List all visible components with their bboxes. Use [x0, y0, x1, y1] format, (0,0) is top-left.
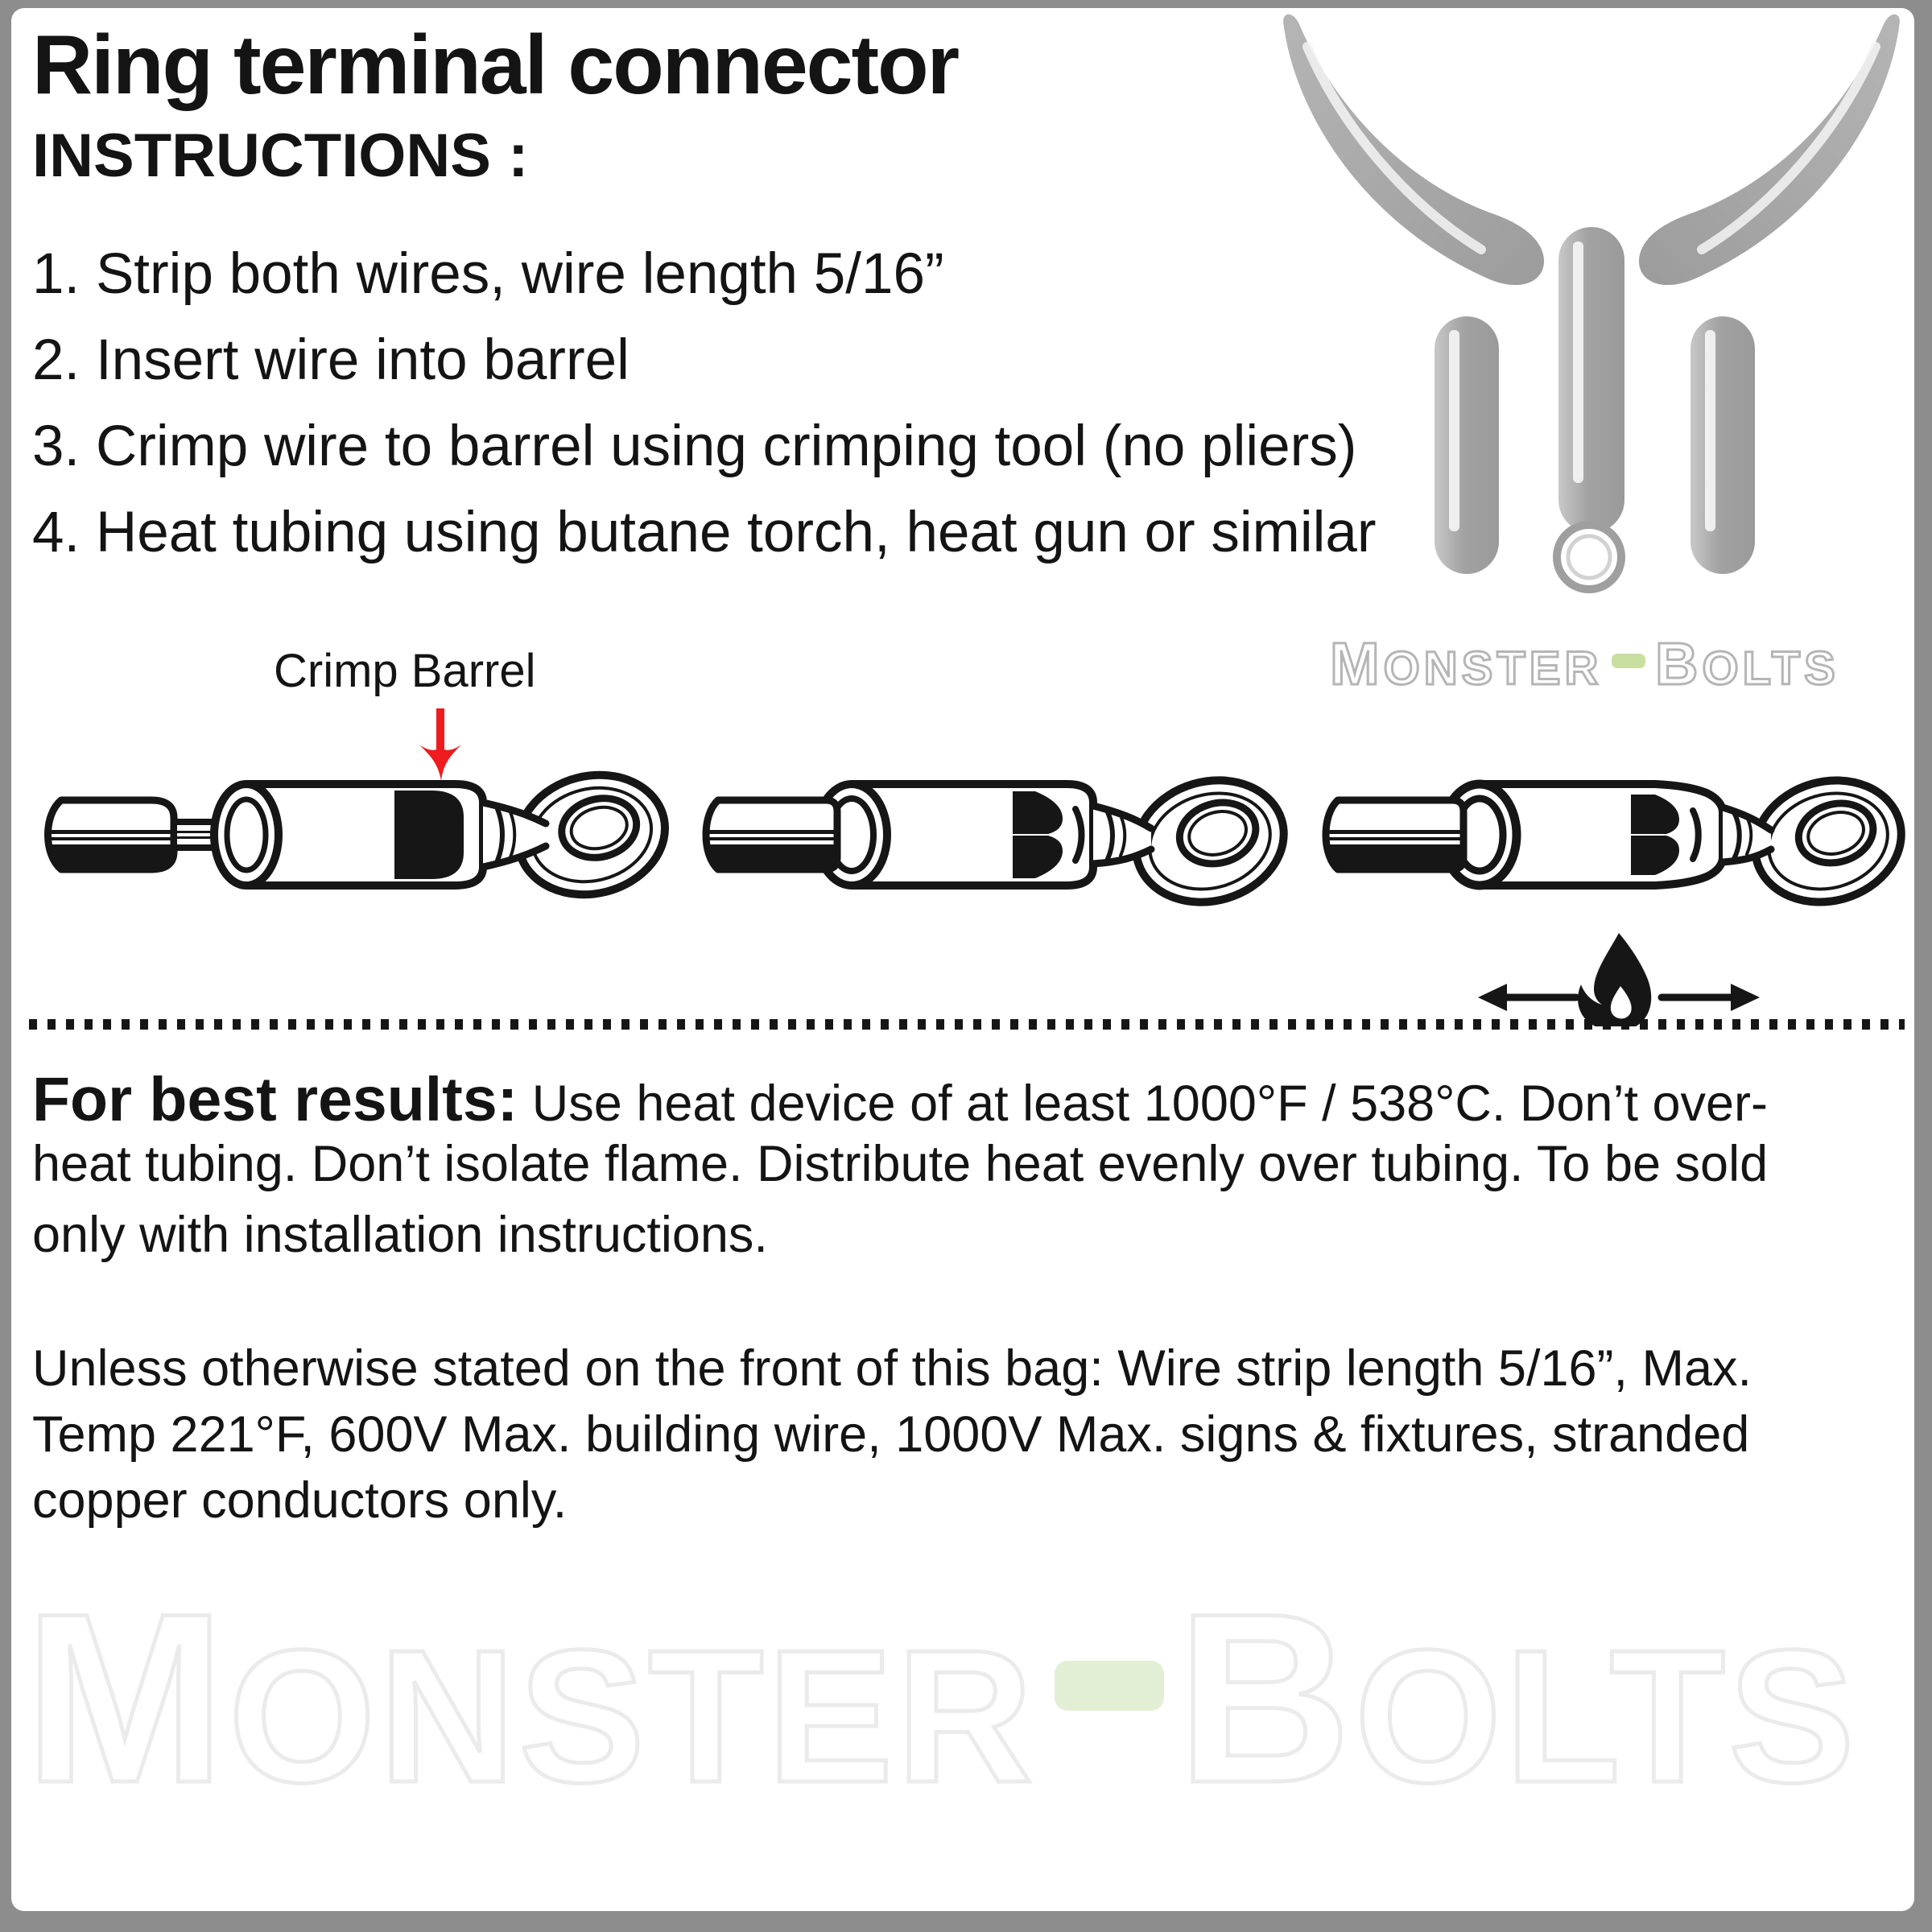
fine-print-line2: Temp 221°F, 600V Max. building wire, 1000V Max. signs & fixtures, stranded [32, 1406, 1750, 1463]
watermark-word1-rest: ONSTER [228, 1610, 1037, 1822]
diagram-step2-crimped [699, 763, 1298, 919]
watermark-word2-initial: B [1177, 1563, 1355, 1833]
step-2: 2. Insert wire into barrel [32, 328, 630, 392]
bottom-watermark [11, 1558, 1919, 1904]
dotted-divider [29, 1019, 1905, 1030]
logo-word2-initial: B [1655, 630, 1703, 697]
page-subtitle: INSTRUCTIONS : [32, 122, 529, 190]
logo-word1-initial: M [1330, 630, 1384, 697]
terminal-diagrams [24, 761, 1908, 1026]
watermark-dash-icon [1055, 1661, 1164, 1711]
logo-dash-icon [1612, 654, 1645, 668]
best-results-lead: For best results: [32, 1065, 518, 1134]
step-4: 4. Heat tubing using butane torch, heat gun or similar [32, 501, 1377, 564]
fine-print-paragraph [32, 1340, 1908, 1538]
svg-text:MONSTER [24, 1563, 1036, 1833]
crimp-barrel-label: Crimp Barrel [274, 645, 536, 697]
step-1: 1. Strip both wires, wire length 5/16” [32, 242, 944, 306]
logo-word2-rest: OLTS [1702, 642, 1839, 695]
fine-print-line1: Unless otherwise stated on the front of this bag: Wire strip length 5/16”, Max. [32, 1340, 1752, 1397]
svg-text:BOLTS [1655, 630, 1839, 697]
flame-icon [1578, 933, 1651, 1026]
page-title: Ring terminal connector [32, 19, 959, 112]
logo-wordmark [1330, 630, 1839, 697]
svg-text:MONSTER [1330, 630, 1602, 697]
watermark-word2-rest: OLTS [1354, 1610, 1858, 1822]
logo-word1-rest: ONSTER [1383, 642, 1603, 695]
best-results-line1: Use heat device of at least 1000°F / 538°C. Don’t over- [518, 1075, 1768, 1132]
fine-print-line3: copper conductors only. [32, 1472, 568, 1529]
best-results-paragraph [32, 1064, 1908, 1277]
instruction-steps [32, 242, 1803, 586]
step-3: 3. Crimp wire to barrel using crimping tool (no pliers) [32, 415, 1357, 478]
watermark-word1-initial: M [24, 1563, 229, 1833]
diagram-step3-heated [1319, 764, 1908, 1026]
diagram-step1-wire-and-terminal [40, 761, 678, 910]
svg-text:BOLTS [1177, 1563, 1858, 1833]
best-results-line3: only with installation instructions. [32, 1207, 768, 1263]
best-results-line2: heat tubing. Don’t isolate flame. Distribute heat evenly over tubing. To be sold [32, 1136, 1769, 1192]
